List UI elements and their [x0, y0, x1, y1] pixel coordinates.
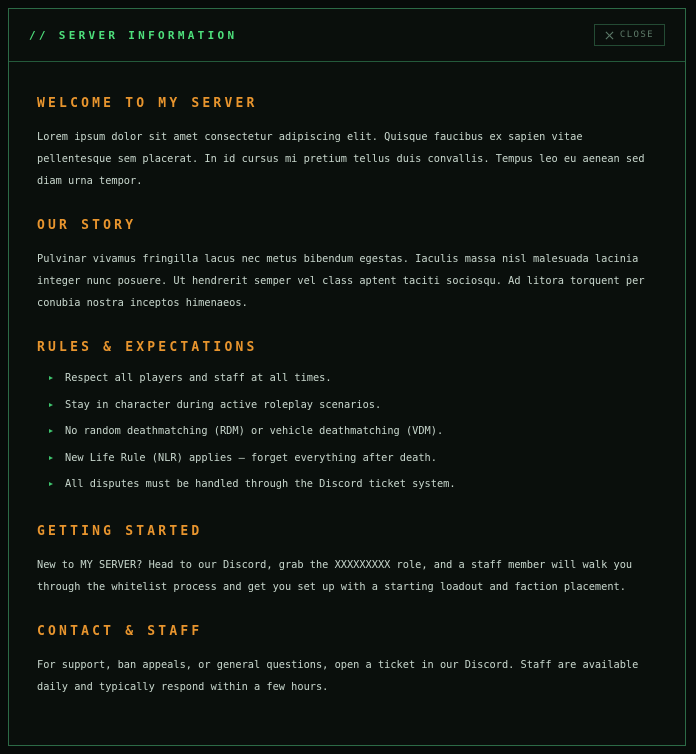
section-our-story: [37, 217, 657, 314]
rule-text: Respect all players and staff at all times.: [65, 372, 332, 384]
bullet-icon: [49, 376, 53, 380]
list-item: [49, 418, 657, 445]
bullet-icon: [49, 403, 53, 407]
section-title: WELCOME TO MY SERVER: [37, 96, 258, 111]
bullet-icon: [49, 482, 53, 486]
section-text: Lorem ipsum dolor sit amet consectetur adipiscing elit. Quisque faucibus ex sapien vitae pellentesque sem placerat. In id cursus mi pretium tellus duis convallis. Tempus leo eu aenean sed diam urna tempor.: [37, 131, 645, 187]
panel-title: // SERVER INFORMATION: [29, 28, 238, 42]
section-title: GETTING STARTED: [37, 523, 203, 539]
panel-content: [9, 62, 685, 698]
close-label: CLOSE: [619, 30, 654, 40]
panel-header: [9, 9, 685, 62]
rule-text: All disputes must be handled through the Discord ticket system.: [65, 478, 456, 490]
close-icon: [605, 31, 614, 40]
bullet-icon: [49, 456, 53, 460]
rule-text: No random deathmatching (RDM) or vehicle deathmatching (VDM).: [65, 425, 444, 437]
bullet-icon: [49, 429, 53, 433]
close-button[interactable]: [594, 24, 665, 46]
rules-list: [37, 365, 657, 498]
section-title: OUR STORY: [37, 218, 137, 233]
rule-text: Stay in character during active roleplay scenarios.: [65, 398, 382, 411]
section-text: For support, ban appeals, or general questions, open a ticket in our Discord. Staff are available daily and typically respond within a few hours.: [37, 658, 639, 693]
section-text: Pulvinar vivamus fringilla lacus nec metus bibendum egestas. Iaculis massa nisl malesuada lacinia integer nunc posuere. Ut hendrerit semper vel class aptent taciti sociosqu. Ad litora torquent per conubia nostra inceptos himenaeos.: [37, 253, 645, 309]
list-item: [49, 392, 657, 419]
server-info-panel: [8, 8, 686, 746]
section-title: RULES & EXPECTATIONS: [37, 340, 258, 355]
section-text: New to MY SERVER? Head to our Discord, grab the XXXXXXXXX role, and a staff member will walk you through the whitelist process and get you set up with a starting loadout and faction placement.: [37, 558, 633, 593]
section-contact: [37, 623, 657, 698]
list-item: [49, 365, 657, 392]
list-item: [49, 471, 657, 498]
rule-text: New Life Rule (NLR) applies — forget everything after death.: [65, 451, 437, 464]
section-welcome: [37, 95, 657, 192]
section-getting-started: [37, 523, 657, 598]
section-title: CONTACT & STAFF: [37, 623, 203, 639]
list-item: [49, 445, 657, 472]
section-rules: [37, 339, 657, 498]
